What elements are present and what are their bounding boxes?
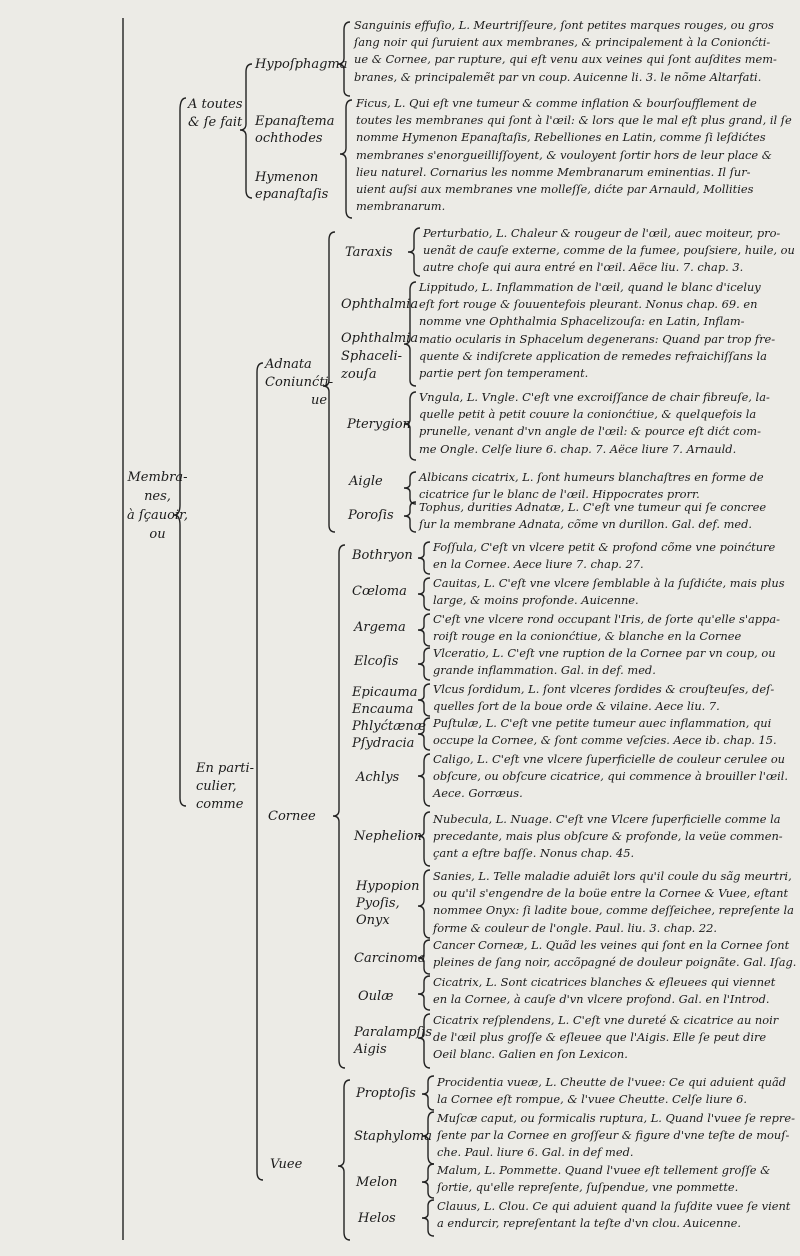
description-line: partie pert ſon temperament. [419,366,589,381]
term-line: Hypopion [356,879,420,894]
description-line: ſang noir qui ſuruient aux membranes, & principalement à la Conionćti- [354,35,771,50]
term-porosis: Poroſis [348,508,394,523]
term-line: Pſydracia [352,736,415,751]
desc-elcosis [433,645,776,679]
description-line: branes, & principalemẽt par vn coup. Auicenne li. 3. le nõme Altarfati. [354,69,762,84]
description-line: eſt fort rouge & ſouuentefois pleurant. Nonus chap. 69. en [419,297,758,312]
description-line: ſente par la Cornee en groſſeur & figure d'vne teſte de mouſ- [437,1128,790,1143]
term-line: Epicauma [352,685,418,700]
desc-argema [433,611,780,645]
vuee-label: Vuee [270,1157,303,1172]
term-nephelion: Nephelion [354,829,422,844]
term-phlyctaenae [352,718,426,752]
particulier-line: culier, [196,779,237,794]
description-line: obſcure, ou obſcure cicatrice, qui commence à brouiller l'œil. [433,769,789,784]
description-line: Procidentia vueæ, L. Cheutte de l'vuee: Ce qui aduient quãd [437,1075,787,1089]
term-line: Paralampſis [354,1025,433,1040]
description-line: Cancer Corneæ, L. Quãd les veines qui ſont en la Cornee ſont [433,938,790,952]
term-oulae: Oulæ [358,989,394,1004]
cornee-label: Cornee [268,809,316,824]
description-line: nommee Onyx: ſi ladite boue, comme deſſeichee, repreſente la [433,903,794,918]
description-line: membranarum. [356,199,446,214]
root-label [127,468,188,544]
description-line: Caligo, L. C'eſt vne vlcere ſuperficielle de couleur cerulee ou [433,752,786,766]
description-line: Malum, L. Pommette. Quand l'vuee eſt tellement groſſe & [437,1163,771,1177]
term-melon: Melon [356,1175,398,1190]
desc-pterygion [419,389,770,458]
description-line: Perturbatio, L. Chaleur & rougeur de l'œil, auec moiteur, pro- [423,226,781,240]
term-line: Sphaceli- [341,349,403,364]
desc-hyposphagma [354,17,777,86]
desc-proptosis [437,1074,786,1108]
term-line: Hymenon [255,170,319,185]
description-line: Cicatrix reſplendens, L. C'eſt vne dureté & cicatrice au noir [433,1013,779,1027]
desc-nephelion [433,811,783,863]
description-line: uenãt de cauſe externe, comme de la fumee, pouſsiere, huile, ou [423,243,795,258]
description-line: Aece. Gorræus. [433,786,523,801]
description-line: matio ocularis in Sphacelum degenerans: Quand par trop fre- [419,332,776,346]
desc-epicauma [433,681,774,715]
adnata-label [265,356,333,410]
term-paralampsis [354,1024,432,1058]
term-line: Epanaſtema [255,114,335,129]
a-toutes-line: A toutes [188,97,243,112]
description-line: pleines de ſang noir, accõpagné de douleur poignãte. Gal. Iſag. [433,955,797,970]
description-line: cicatrice ſur le blanc de l'œil. Hippocrates prorr. [419,487,700,502]
desc-paralampsis [433,1012,778,1064]
particulier-line: En parti- [196,761,255,776]
description-line: a endurcir, repreſentant la teſte d'vn clou. Auicenne. [437,1216,742,1231]
term-bothryon: Bothryon [352,548,413,563]
term-line: Pyoſis, [356,896,400,911]
description-line: Vlceratio, L. C'eſt vne ruption de la Cornee par vn coup, ou [433,646,776,660]
description-line: grande inflammation. Gal. in def. med. [433,663,656,678]
desc-porosis [419,499,766,533]
description-line: Albicans cicatrix, L. ſont humeurs blanchaſtres en forme de [419,470,764,484]
term-helos: Helos [358,1211,396,1226]
desc-bothryon [433,539,775,573]
desc-taraxis [423,225,795,277]
description-line: ue & Cornee, par rupture, qui eſt venu aux veines qui ſont auſdites mem- [354,52,777,67]
description-line: Clauus, L. Clou. Ce qui aduient quand la ſuſdite vuee ſe vient [437,1199,791,1213]
description-line: uient auſsi aux membranes vne molleſſe, dićte par Arnauld, Mollities [356,182,754,197]
particulier-line: comme [196,797,244,812]
desc-phlyctaenae [433,715,777,749]
term-line: epanaſtaſis [255,187,329,202]
description-line: nomme Hymenon Epanaſtaſis, Rebelliones en Latin, comme ſi leſdićtes [356,130,766,145]
description-line: Lippitudo, L. Inflammation de l'œil, quand le blanc d'iceluy [419,280,761,294]
term-ophthalmia-sphacelizousa [341,330,418,384]
description-line: Foſſula, C'eſt vn vlcere petit & profond cõme vne poinćture [433,540,776,554]
description-line: toutes les membranes qui ſont à l'œil: & lors que le mal eſt plus grand, il ſe [356,113,792,128]
description-line: quelle petit à petit couure la conionćtiue, & quelquefois la [419,407,757,422]
term-achlys: Achlys [356,770,400,785]
desc-coeloma [433,575,785,609]
adnata-line: ue [311,393,328,408]
description-line: precedante, mais plus obſcure & profonde, la veüe commen- [433,829,783,844]
term-staphyloma: Staphyloma [354,1129,432,1144]
desc-achlys [433,751,788,803]
description-line: quente & indiſcrete application de remedes refraichiſſans la [419,349,767,364]
term-epicauma [352,684,417,718]
term-line: Ophthalmia [341,331,419,346]
a-toutes-line: & ſe fait [188,115,243,130]
term-hypopion [356,878,420,929]
term-pterygion: Pterygion [347,417,411,432]
description-line: Nubecula, L. Nuage. C'eſt vne Vlcere ſuperficielle comme la [433,812,781,826]
description-line: Ficus, L. Qui eſt vne tumeur & comme inflation & bourſoufflement de [356,96,757,110]
description-line: Vlcus ſordidum, L. ſont vlceres ſordides & crouſteuſes, deſ- [433,682,775,696]
description-line: Cicatrix, L. Sont cicatrices blanches & eſleuees qui viennet [433,975,776,989]
a-toutes-label [188,96,243,132]
adnata-line: Adnata [265,357,312,372]
description-line: quelles ſort de la boue orde & vilaine. Aece liu. 7. [433,699,720,714]
term-line: Phlyćtænæ [352,719,426,734]
description-line: forme & couleur de l'ongle. Paul. liu. 3. chap. 22. [433,920,718,935]
desc-ophthalmia [419,279,761,331]
term-epanastema [255,113,335,203]
term-line: Onyx [356,913,390,928]
description-line: Vngula, L. Vngle. C'eſt vne excroiſſance de chair fibreuſe, la- [419,390,770,404]
desc-carcinoma [433,937,796,971]
term-line: Aigis [354,1042,387,1057]
term-aigle: Aigle [349,474,383,489]
root-label-line: ou [149,527,166,542]
description-line: en la Cornee. Aece liure 7. chap. 27. [433,557,644,572]
description-line: large, & moins profonde. Auicenne. [433,593,639,608]
root-label-line: Membra- [127,470,188,485]
description-line: Tophus, durities Adnatæ, L. C'eſt vne tumeur qui ſe concree [419,500,767,514]
term-line: zouſa [341,367,377,382]
description-line: nomme vne Ophthalmia Sphacelizouſa: en Latin, Inflam- [419,314,745,329]
desc-oulae [433,974,775,1008]
description-line: ſur la membrane Adnata, cõme vn durillon. Gal. def. med. [419,517,753,532]
description-line: autre choſe qui aura entré en l'œil. Aëce liu. 7. chap. 3. [423,260,744,275]
description-line: de l'œil plus groſſe & eſleuee que l'Aigis. Elle ſe peut dire [433,1030,767,1045]
description-line: occupe la Cornee, & ſont comme veſcies. Aece ib. chap. 15. [433,733,777,748]
desc-epanastema [356,95,792,215]
term-elcosis: Elcoſis [354,654,399,669]
adnata-line: Coniunćti- [265,375,334,390]
term-line: ochthodes [255,131,323,146]
term-argema: Argema [354,620,406,635]
description-line: en la Cornee, à cauſe d'vn vlcere profond. Gal. en l'Introd. [433,992,770,1007]
description-line: ou qu'il s'engendre de la boüe entre la Cornee & Vuee, eſtant [433,886,789,901]
description-line: ſortie, qu'elle repreſente, ſuſpendue, vne pommette. [437,1180,739,1195]
desc-hypopion [433,868,794,937]
description-line: Oeil blanc. Galien en ſon Lexicon. [433,1047,628,1062]
desc-ophthalmia-sphacelizousa [419,331,775,383]
term-ophthalmia: Ophthalmia [341,297,419,312]
description-line: la Cornee eſt rompue, & l'vuee Cheutte. Celſe liure 6. [437,1092,748,1107]
description-line: çant a eſtre baſſe. Nonus chap. 45. [433,846,635,861]
term-hyposphagma: Hypoſphagma [255,57,348,72]
term-taraxis: Taraxis [345,245,393,260]
description-line: Muſcæ caput, ou formicalis ruptura, L. Quand l'vuee ſe repre- [437,1111,795,1125]
desc-helos [437,1198,790,1232]
description-line: che. Paul. liure 6. Gal. in def med. [437,1145,634,1160]
description-line: roiſt rouge en la conionćtiue, & blanche en la Cornee [433,629,742,644]
root-label-line: à ſçauoir, [127,508,189,523]
description-line: membranes s'enorgueilliſſoyent, & vouloyent ſortir hors de leur place & [356,147,772,162]
description-line: Puſtulæ, L. C'eſt vne petite tumeur auec inflammation, qui [433,716,772,730]
particulier-label [196,760,254,814]
description-line: me Ongle. Celſe liure 6. chap. 7. Aëce liure 7. Arnauld. [419,441,737,456]
description-line: Sanguinis effuſio, L. Meurtriſſeure, ſont petites marques rouges, ou gros [354,18,774,32]
description-line: prunelle, venant d'vn angle de l'œil: & pource eſt dićt com- [419,424,761,439]
description-line: Sanies, L. Telle maladie aduiẽt lors qu'il coule du sãg meurtri, [433,869,792,883]
description-line: Cauitas, L. C'eſt vne vlcere ſemblable à la ſuſdićte, mais plus [433,576,785,590]
term-proptosis: Proptoſis [356,1086,416,1101]
root-label-line: nes, [144,489,171,504]
desc-staphyloma [437,1110,795,1162]
term-coeloma: Cœloma [352,584,407,599]
desc-melon [437,1162,770,1196]
term-line: Encauma [352,702,414,717]
description-line: lieu naturel. Cornarius les nomme Membranarum eminentias. Il ſur- [356,164,751,179]
description-line: C'eſt vne vlcere rond occupant l'Iris, de ſorte qu'elle s'appa- [433,612,780,626]
term-carcinoma: Carcinoma [354,951,426,966]
